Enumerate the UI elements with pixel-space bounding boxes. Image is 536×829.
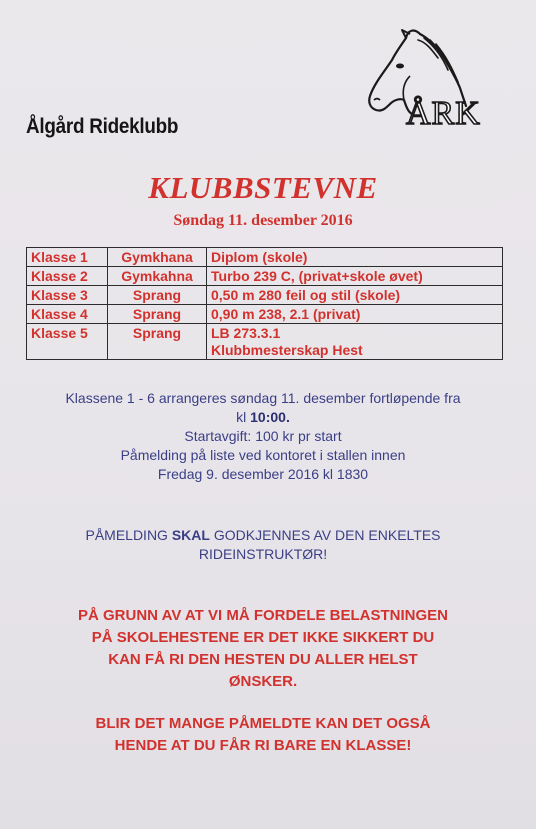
class-detail: 0,90 m 238, 2.1 (privat) (207, 305, 503, 324)
class-detail: Turbo 239 C, (privat+skole øvet) (207, 267, 503, 286)
warning-line: KAN FÅ RI DEN HESTEN DU ALLER HELST (108, 651, 418, 668)
warning-line: ØNSKER. (228, 673, 298, 690)
class-type: Gymkhana (108, 248, 207, 267)
class-number: Klasse 3 (27, 286, 108, 305)
info-start-time: 10:00. (250, 409, 290, 425)
club-logo (362, 26, 502, 138)
class-detail-line1: LB 273.3.1 (211, 325, 281, 341)
table-row (27, 267, 503, 286)
info-line: Klassene 1 - 6 arrangeres søndag 11. desember fortløpende fra (65, 390, 461, 406)
class-number: Klasse 4 (27, 305, 108, 324)
info-line (0, 408, 526, 427)
horse-warning (0, 605, 526, 693)
class-type: Sprang (108, 286, 207, 305)
class-detail: Diplom (skole) (207, 248, 503, 267)
notice-line (0, 526, 526, 545)
registration-notice (0, 526, 526, 564)
event-info (0, 389, 526, 484)
classes-table (26, 247, 503, 360)
table-row (27, 324, 503, 360)
class-detail (207, 324, 503, 360)
notice-line: RIDEINSTRUKTØR! (198, 546, 328, 562)
club-name: Ålgård Rideklubb (26, 115, 179, 138)
notice-emphasis: SKAL (171, 527, 210, 543)
class-detail: 0,50 m 280 feil og stil (skole) (207, 286, 503, 305)
class-type: Sprang (108, 324, 207, 360)
class-number: Klasse 2 (27, 267, 108, 286)
info-line: Startavgift: 100 kr pr start (184, 428, 342, 444)
info-line: Påmelding på liste ved kontoret i stallen innen (120, 447, 406, 463)
notice-part: PÅMELDING (85, 527, 172, 543)
event-title: KLUBBSTEVNE (148, 170, 378, 205)
info-line: Fredag 9. desember 2016 kl 1830 (157, 466, 369, 482)
warning-line: BLIR DET MANGE PÅMELDTE KAN DET OGSÅ (95, 715, 431, 732)
class-number: Klasse 1 (27, 248, 108, 267)
class-number: Klasse 5 (27, 324, 108, 360)
class-type: Gymkahna (108, 267, 207, 286)
table-row (27, 305, 503, 324)
class-detail-line2: Klubbmesterskap Hest (211, 342, 363, 358)
table-row (27, 286, 503, 305)
warning-line: HENDE AT DU FÅR RI BARE EN KLASSE! (114, 737, 412, 754)
logo-text: ÅRK (406, 95, 481, 132)
table-row (27, 248, 503, 267)
class-limit-warning (0, 713, 526, 757)
event-date: Søndag 11. desember 2016 (173, 212, 353, 229)
warning-line: PÅ GRUNN AV AT VI MÅ FORDELE BELASTNINGEN (77, 607, 448, 624)
notice-part: GODKJENNES AV DEN ENKELTES (209, 527, 441, 543)
class-type: Sprang (108, 305, 207, 324)
warning-line: PÅ SKOLEHESTENE ER DET IKKE SIKKERT DU (91, 629, 435, 646)
info-time-prefix: kl (236, 409, 251, 425)
